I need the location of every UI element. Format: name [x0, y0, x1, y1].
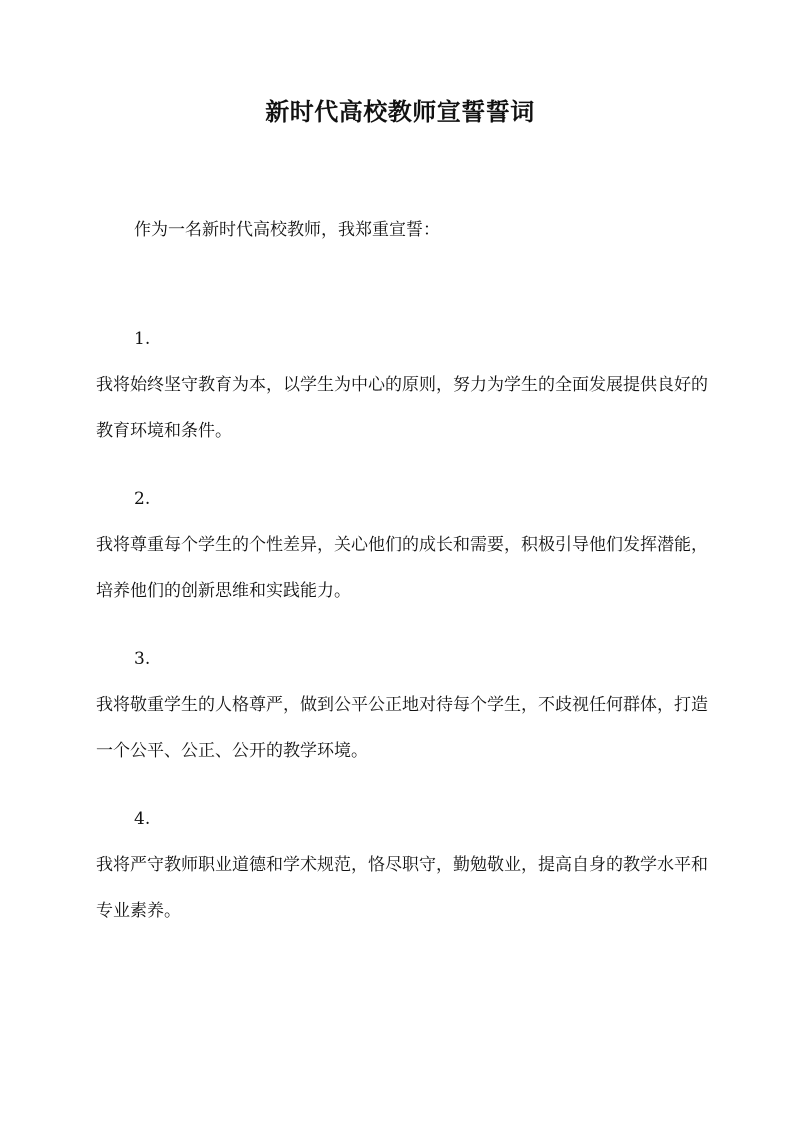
item-number-4: 4. — [134, 809, 151, 829]
item-number-3: 3. — [134, 649, 151, 669]
item-text-4: 我将严守教师职业道德和学术规范，恪尽职守，勤勉敬业，提高自身的教学水平和专业素养。 — [96, 855, 708, 921]
item-text-3: 我将敬重学生的人格尊严，做到公平公正地对待每个学生，不歧视任何群体，打造一个公平、公正、公开的教学环境。 — [96, 695, 708, 761]
document-title: 新时代高校教师宣誓誓词 — [265, 97, 535, 126]
item-text-1: 我将始终坚守教育为本，以学生为中心的原则，努力为学生的全面发展提供良好的教育环境和条件。 — [96, 375, 708, 441]
item-text-2: 我将尊重每个学生的个性差异，关心他们的成长和需要，积极引导他们发挥潜能，培养他们的创新思维和实践能力。 — [96, 535, 708, 601]
item-number-2: 2. — [134, 489, 151, 509]
intro-paragraph: 作为一名新时代高校教师，我郑重宣誓： — [134, 220, 440, 240]
item-number-1: 1. — [134, 329, 151, 349]
